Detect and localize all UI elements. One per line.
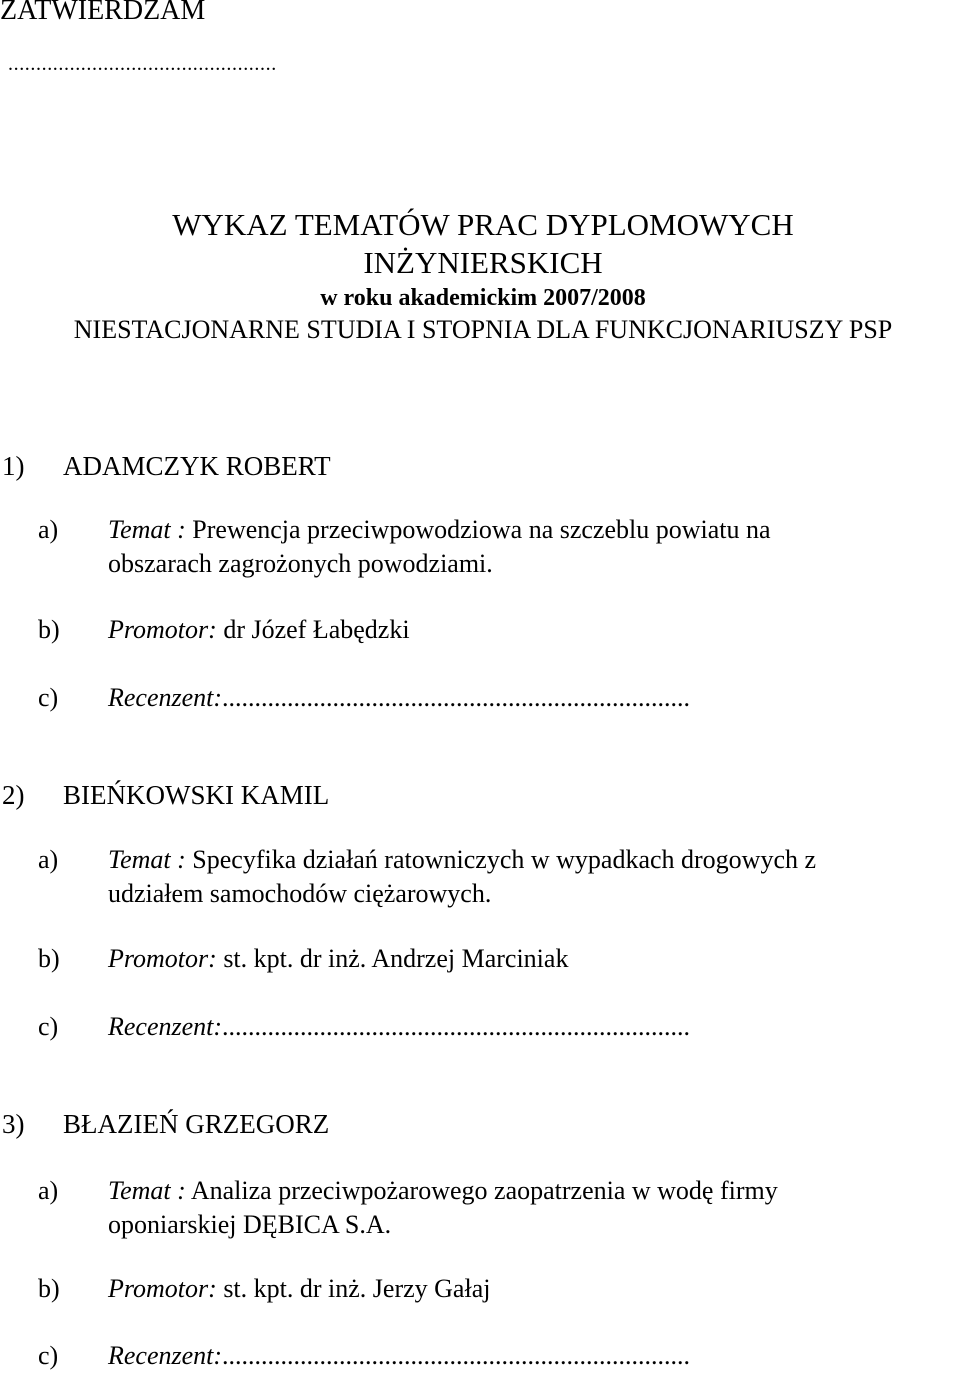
reviewer-row: [38, 1340, 960, 1372]
promoter-label: Promotor:: [108, 944, 217, 973]
promoter-row: [38, 943, 938, 975]
item-marker: c): [38, 683, 59, 712]
topic-row: [38, 1175, 938, 1245]
topic-row: [38, 844, 938, 914]
student-entry-2: [2, 779, 602, 811]
reviewer-label: Recenzent:: [108, 683, 223, 712]
study-program: NIESTACJONARNE STUDIA I STOPNIA DLA FUNKCJONARIUSZY PSP: [73, 315, 893, 344]
topic-label: Temat :: [108, 845, 186, 874]
item-marker: b): [38, 1274, 60, 1303]
topic-text-continued: udziałem samochodów ciężarowych.: [108, 879, 492, 908]
reviewer-label: Recenzent:: [108, 1012, 223, 1041]
item-marker: b): [38, 944, 60, 973]
topic-text: Specyfika działań ratowniczych w wypadkach drogowych z: [185, 845, 817, 874]
reviewer-row: [38, 682, 960, 714]
topic-label: Temat :: [108, 1176, 186, 1205]
item-marker: a): [38, 515, 59, 544]
item-marker: c): [38, 1341, 59, 1370]
item-marker: a): [38, 1176, 59, 1205]
reviewer-row: [38, 1011, 960, 1043]
document-title-line-2: INŻYNIERSKICH: [363, 245, 603, 280]
item-marker: a): [38, 845, 59, 874]
approval-heading: ZATWIERDZAM: [0, 0, 206, 26]
student-number: 2): [2, 780, 25, 810]
promoter-row: [38, 614, 938, 646]
student-name: BŁAZIEŃ GRZEGORZ: [63, 1109, 330, 1139]
promoter-name: dr Józef Łabędzki: [216, 615, 410, 644]
topic-text-continued: oponiarskiej DĘBICA S.A.: [108, 1210, 392, 1239]
reviewer-blank: ........................................................................: [222, 1012, 691, 1041]
promoter-row: [38, 1273, 938, 1305]
promoter-label: Promotor:: [108, 1274, 217, 1303]
reviewer-blank: ........................................................................: [222, 683, 691, 712]
student-number: 1): [2, 451, 25, 481]
topic-text: Analiza przeciwpożarowego zaopatrzenia w wodę firmy: [185, 1176, 778, 1205]
student-name: BIEŃKOWSKI KAMIL: [63, 780, 330, 810]
signature-line: ................................................: [8, 53, 277, 75]
student-number: 3): [2, 1109, 25, 1139]
student-name: ADAMCZYK ROBERT: [63, 451, 331, 481]
item-marker: b): [38, 615, 60, 644]
topic-label: Temat :: [108, 515, 186, 544]
promoter-name: st. kpt. dr inż. Jerzy Gałaj: [216, 1274, 491, 1303]
document-title-line-1: WYKAZ TEMATÓW PRAC DYPLOMOWYCH: [172, 207, 794, 242]
academic-year: w roku akademickim 2007/2008: [320, 285, 646, 311]
student-entry-3: [2, 1108, 602, 1140]
topic-text-continued: obszarach zagrożonych powodziami.: [108, 549, 493, 578]
student-entry-1: [2, 450, 602, 482]
item-marker: c): [38, 1012, 59, 1041]
reviewer-blank: ........................................................................: [222, 1341, 691, 1370]
promoter-name: st. kpt. dr inż. Andrzej Marciniak: [216, 944, 569, 973]
promoter-label: Promotor:: [108, 615, 217, 644]
reviewer-label: Recenzent:: [108, 1341, 223, 1370]
topic-text: Prewencja przeciwpowodziowa na szczeblu powiatu na: [185, 515, 771, 544]
topic-row: [38, 514, 938, 584]
